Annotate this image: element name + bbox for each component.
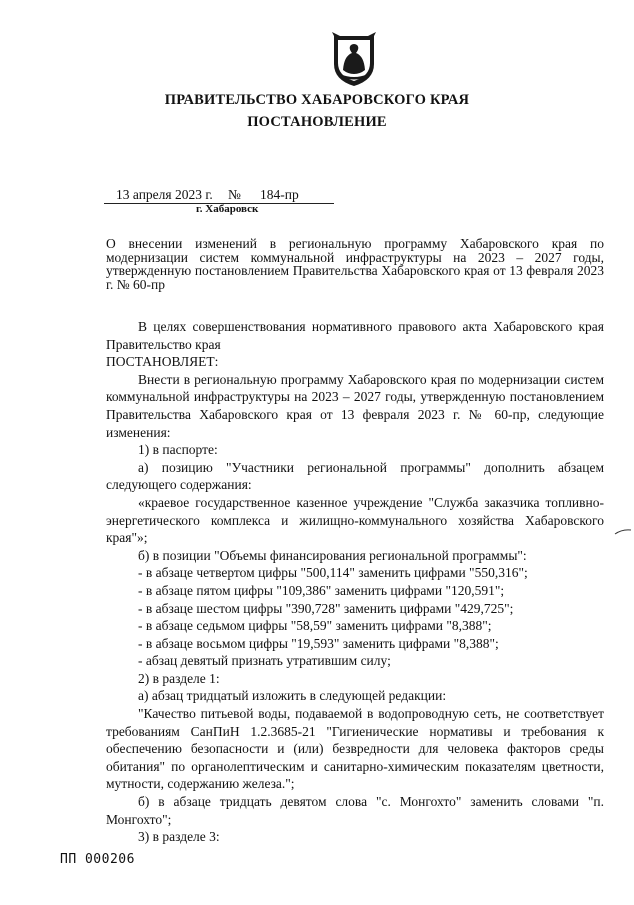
list-item-abzac-8: - в абзаце восьмом цифры "19,593" заменить цифрами "8,388"; [138, 635, 499, 651]
paragraph-item-1b: б) в позиции "Объемы финансирования региональной программы": [138, 547, 527, 563]
coat-of-arms-emblem [330, 30, 378, 88]
paragraph-resolves: ПОСТАНОВЛЯЕТ: [106, 354, 219, 370]
pen-mark [614, 528, 632, 536]
list-item-abzac-5: - в абзаце пятом цифры "109,386" заменить цифрами "120,591"; [138, 582, 505, 598]
list-item-abzac-4: - в абзаце четвертом цифры "500,114" заменить цифрами "550,316"; [138, 565, 528, 581]
paragraph-item-2b: б) в абзаце тридцать девятом слова "с. Монгохто" заменить словами "п. Монгохто"; [106, 794, 604, 827]
paragraph-item-1: 1) в паспорте: [138, 442, 218, 458]
paragraph-quote-participant: «краевое государственное казенное учреждение "Служба заказчика топливно-энергетического комплекса и жилищно-коммунального хозяйства Хабаровского края"»; [106, 494, 604, 546]
document-type-title: ПОСТАНОВЛЕНИЕ [247, 114, 387, 130]
document-date: 13 апреля 2023 г. [116, 187, 213, 202]
form-code: ПП 000206 [60, 852, 135, 867]
government-title: ПРАВИТЕЛЬСТВО ХАБАРОВСКОГО КРАЯ [164, 92, 470, 108]
paragraph-quote-water: "Качество питьевой воды, подаваемой в водопроводную сеть, не соответствует требованиям СанПиН 1.2.3685-21 "Гигиенические нормативы и требования к обеспечению безопасности и (или) безвредности для человека факторов среды обитания" по органолептическим и санитарно-химическим показателям цветности, мутности, содержанию железа."; [106, 706, 604, 792]
paragraph-preamble: В целях совершенствования нормативного правового акта Хабаровского края Правительство края [106, 319, 604, 352]
paragraph-item-1a: а) позицию "Участники региональной программы" дополнить абзацем следующего содержания: [106, 459, 604, 493]
paragraph-item-3: 3) в разделе 3: [138, 829, 220, 845]
paragraph-item-2: 2) в разделе 1: [138, 670, 220, 686]
document-body [106, 318, 604, 846]
paragraph-item-2a: а) абзац тридцатый изложить в следующей редакции: [138, 688, 447, 704]
paragraph-main: Внести в региональную программу Хабаровского края по модернизации систем коммунальной инфраструктуры на 2023 – 2027 годы, утвержденную постановлением Правительства Хабаровского края от 13 февраля 2023 г. № 60-пр, следующие изменения: [106, 371, 604, 440]
document-subject: О внесении изменений в региональную программу Хабаровского края по модернизации систем коммунальной инфраструктуры на 2023 – 2027 годы, утвержденную постановлением Правительства Хабаровского края от 13 февраля 2023 г. № 60-пр [106, 236, 604, 292]
list-item-abzac-6: - в абзаце шестом цифры "390,728" заменить цифрами "429,725"; [138, 600, 514, 616]
list-item-abzac-9: - абзац девятый признать утратившим силу; [138, 653, 391, 669]
document-city: г. Хабаровск [196, 203, 259, 215]
number-sign: № [228, 187, 241, 202]
document-number: 184-пр [260, 187, 299, 202]
list-item-abzac-7: - в абзаце седьмом цифры "58,59" заменить цифрами "8,388"; [138, 618, 492, 634]
